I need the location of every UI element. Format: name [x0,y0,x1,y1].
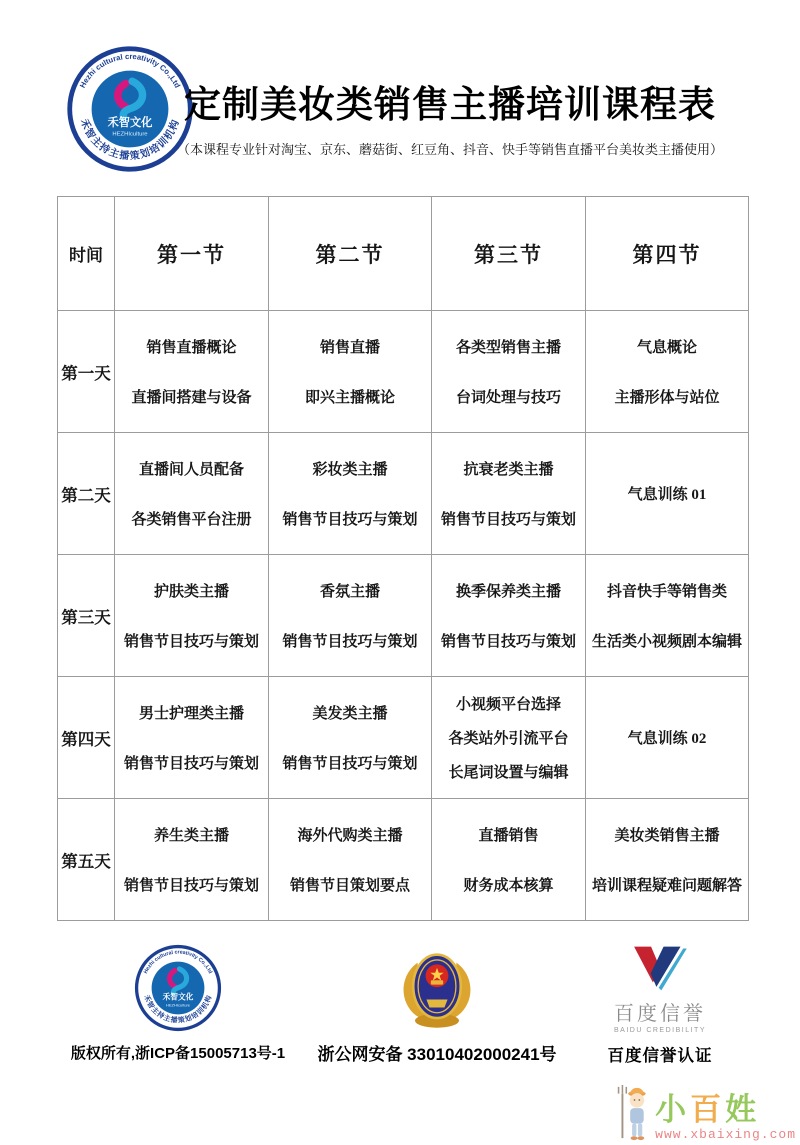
header-text [170,74,730,158]
baidu-credibility-name-en: BAIDU CREDIBILITY [613,1027,706,1034]
course-line: 养生类主播 [153,828,229,844]
table-body [58,311,749,921]
police-badge-icon [393,944,481,1034]
course-line: 各类站外引流平台 [448,731,569,747]
course-line: 销售节目技巧与策划 [282,756,418,772]
course-line: 美妆类销售主播 [614,828,720,844]
course-line: 抖音快手等销售类 [606,584,727,600]
course-line: 销售直播 [319,340,380,356]
day-label: 第四天 [58,677,115,799]
course-line: 销售节目技巧与策划 [123,634,259,650]
course-cell [115,555,269,677]
course-line: 气息训练 01 [627,487,707,503]
footer-copyright-block [70,944,286,1063]
baidu-certification-label: 百度信誉认证 [607,1047,713,1065]
table-row [58,555,749,677]
course-line: 海外代购类主播 [297,828,403,844]
course-line: 小视频平台选择 [455,697,561,713]
page-title: 定制美妆类销售主播培训课程表 [184,85,716,126]
course-line: 培训课程疑难问题解答 [591,878,742,894]
course-line: 销售节目技巧与策划 [282,512,418,528]
course-line: 换季保养类主播 [455,584,561,600]
course-line: 直播销售 [478,828,539,844]
course-line: 美发类主播 [312,706,388,722]
day-label: 第一天 [58,311,115,433]
course-line: 销售直播概论 [146,340,237,356]
course-line: 抗衰老类主播 [463,462,554,478]
course-line: 各类型销售主播 [455,340,561,356]
table-header-row [58,197,749,311]
course-cell [269,433,432,555]
column-header-session: 第三节 [432,197,586,311]
course-cell [115,433,269,555]
police-registration-number: 浙公网安备 33010402000241号 [317,1045,557,1064]
course-line: 销售节目技巧与策划 [440,634,576,650]
hezhi-logo-small-icon [134,944,222,1032]
course-cell [269,311,432,433]
watermark-char: 姓 [725,1092,761,1127]
table-row [58,433,749,555]
course-line: 男士护理类主播 [138,706,244,722]
day-label: 第二天 [58,433,115,555]
course-cell [432,433,586,555]
course-cell [432,799,586,921]
course-line: 直播间搭建与设备 [131,390,252,406]
course-line: 财务成本核算 [463,878,554,894]
course-line: 气息概论 [636,340,697,356]
course-line: 销售节目技巧与策划 [123,878,259,894]
footer-baidu-block [575,944,745,1066]
course-line: 直播间人员配备 [138,462,244,478]
baidu-credibility-icon [631,944,689,994]
course-line: 香氛主播 [319,584,380,600]
course-line: 彩妆类主播 [312,462,388,478]
column-header-session: 第一节 [115,197,269,311]
mascot-icon [615,1084,655,1142]
footer-police-block [317,944,557,1065]
course-line: 主播形体与站位 [614,390,720,406]
watermark-text-block [655,1094,796,1142]
course-cell [432,677,586,799]
table-row [58,799,749,921]
watermark [615,1084,796,1142]
watermark-name [655,1094,760,1125]
course-cell [432,311,586,433]
course-line: 销售节目技巧与策划 [440,512,576,528]
day-label: 第三天 [58,555,115,677]
course-cell [269,555,432,677]
footer [0,944,800,1074]
column-header-time: 时间 [58,197,115,311]
course-cell [432,555,586,677]
course-cell [115,311,269,433]
watermark-char: 小 [655,1092,691,1127]
course-cell [586,311,749,433]
course-line: 各类销售平台注册 [131,512,252,528]
icp-number: 版权所有,浙ICP备15005713号-1 [70,1045,286,1062]
course-line: 销售节目技巧与策划 [123,756,259,772]
course-cell [269,799,432,921]
course-cell [269,677,432,799]
course-line: 台词处理与技巧 [455,390,561,406]
course-cell [115,799,269,921]
course-cell [586,433,749,555]
course-line: 销售节目策划要点 [289,878,410,894]
course-line: 即兴主播概论 [304,390,395,406]
course-line: 生活类小视频剧本编辑 [591,634,742,650]
day-label: 第五天 [58,799,115,921]
course-line: 销售节目技巧与策划 [282,634,418,650]
watermark-char: 百 [690,1092,726,1127]
column-header-session: 第二节 [269,197,432,311]
course-table [57,196,749,921]
column-header-session: 第四节 [586,197,749,311]
table-row [58,677,749,799]
watermark-url: www.xbaixing.com [655,1127,796,1142]
course-line: 护肤类主播 [153,584,229,600]
course-cell [586,555,749,677]
baidu-credibility-name: 百度信誉 [614,1003,706,1025]
course-line: 气息训练 02 [627,731,707,747]
course-cell [115,677,269,799]
course-cell [586,677,749,799]
table-row [58,311,749,433]
course-cell [586,799,749,921]
page-subtitle: （本课程专业针对淘宝、京东、蘑菇街、红豆角、抖音、快手等销售直播平台美妆类主播使用） [176,142,723,157]
course-line: 长尾词设置与编辑 [448,765,569,781]
